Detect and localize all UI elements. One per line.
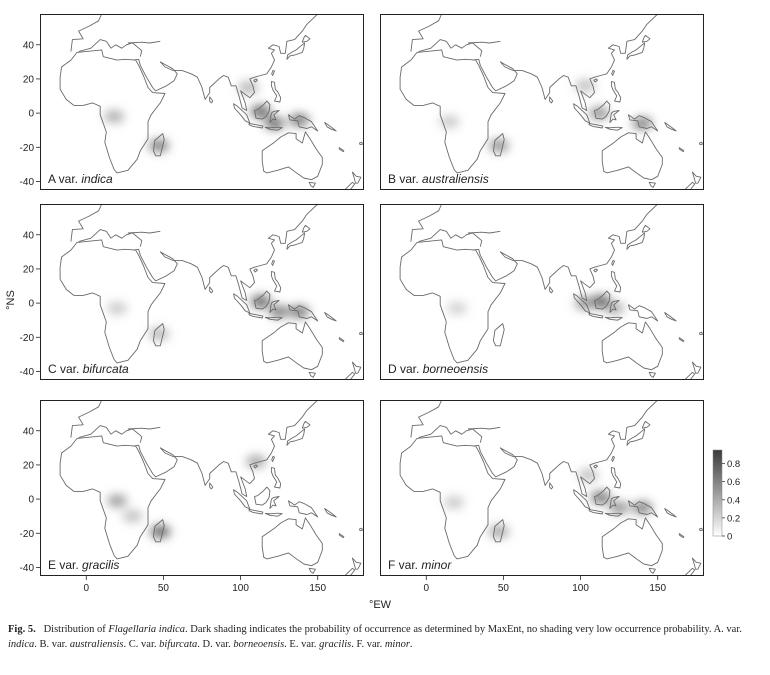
panel-label-variety: gracilis — [82, 558, 120, 572]
panel-label-prefix: D var. — [388, 362, 423, 376]
probability-hotspot — [447, 302, 467, 314]
map-panel-f — [380, 400, 704, 579]
colorbar-tick-label: 0.4 — [727, 495, 741, 507]
y-tick-label: -20 — [19, 332, 34, 344]
probability-hotspot — [107, 302, 127, 314]
probability-hotspot — [149, 140, 169, 152]
caption-text: . D. var. — [197, 639, 234, 650]
y-tick-label: -20 — [19, 142, 34, 154]
caption-text: . E. var. — [284, 639, 320, 650]
x-tick-label: 0 — [423, 583, 430, 594]
panel-label — [48, 172, 113, 186]
y-tick-label: -20 — [19, 528, 34, 540]
map-panel-e — [40, 400, 364, 579]
y-tick-label: 20 — [22, 264, 34, 276]
probability-hotspot — [489, 140, 509, 152]
panel-label-variety: bifurcata — [82, 362, 129, 376]
y-tick-label: 0 — [28, 108, 34, 120]
probability-hotspot — [149, 328, 169, 340]
colorbar-ramp — [713, 450, 722, 536]
map-panel-d — [380, 204, 704, 383]
y-tick-label: -40 — [19, 176, 34, 188]
panel-label — [388, 172, 489, 186]
panel-label-variety: indica — [81, 172, 113, 186]
colorbar-tick-label: 0 — [727, 531, 733, 543]
caption-text: Distribution of — [43, 624, 109, 635]
y-tick-label: 0 — [28, 298, 34, 310]
caption-species: Flagellaria indica — [108, 624, 186, 635]
panel-label-prefix: B var. — [388, 172, 423, 186]
panel-label-variety: minor — [421, 558, 452, 572]
y-tick-label: 20 — [22, 74, 34, 86]
x-tick-label: 150 — [309, 583, 327, 594]
panel-label — [48, 362, 129, 376]
x-tick-label: 0 — [83, 583, 90, 594]
panel-label-variety: australiensis — [422, 172, 489, 186]
panel-background — [40, 14, 364, 190]
colorbar-tick-label: 0.6 — [727, 477, 741, 489]
colorbar-tick-label: 0.2 — [727, 513, 741, 525]
caption-var-a: indica — [8, 639, 35, 650]
panel-label-prefix: C var. — [48, 362, 83, 376]
probability-hotspot — [609, 502, 629, 514]
y-tick-label: 20 — [22, 460, 34, 472]
caption-text: . Dark shading indicates the probability of occurrence as determined by MaxEnt, no shading very low occurrence probability. A. var. — [185, 624, 742, 635]
probability-hotspot — [269, 306, 289, 318]
caption-text: . — [409, 639, 413, 650]
panel-background — [380, 204, 704, 380]
y-tick-label: 40 — [22, 40, 34, 52]
caption-var-e: gracilis — [319, 639, 352, 650]
panel-background — [380, 14, 704, 190]
x-tick-label: 50 — [157, 583, 169, 594]
y-tick-label: -40 — [19, 366, 34, 378]
x-axis-label: °EW — [368, 599, 392, 611]
panel-label — [48, 558, 119, 572]
panel-label-prefix: E var. — [48, 558, 83, 572]
probability-hotspot — [444, 497, 464, 509]
x-tick-label: 100 — [232, 583, 249, 594]
x-tick-label: 150 — [649, 583, 667, 594]
y-tick-label: 40 — [22, 230, 34, 242]
caption-var-c: bifurcata — [159, 639, 198, 650]
figure-caption — [8, 622, 760, 652]
probability-hotspot — [489, 526, 509, 538]
map-panel-a — [40, 14, 364, 193]
x-tick-label: 50 — [497, 583, 509, 594]
colorbar-tick-label: 0.8 — [727, 459, 741, 471]
y-tick-label: -40 — [19, 562, 34, 574]
panel-background — [40, 204, 364, 380]
panel-background — [380, 400, 704, 576]
caption-var-f: minor — [384, 639, 410, 650]
caption-text: . C. var. — [123, 639, 160, 650]
colorbar — [713, 450, 740, 543]
y-tick-label: 0 — [28, 494, 34, 506]
panel-label-prefix: A var. — [48, 172, 82, 186]
probability-hotspot — [107, 495, 127, 507]
map-panel-c — [40, 204, 364, 383]
panel-label-variety: borneoensis — [422, 362, 489, 376]
probability-hotspot — [575, 80, 595, 92]
caption-fig-label: Fig. 5. — [8, 624, 36, 635]
probability-hotspot — [123, 510, 143, 522]
panel-background — [40, 400, 364, 576]
caption-text: . B. var. — [34, 639, 70, 650]
y-tick-label: 40 — [22, 426, 34, 438]
probability-hotspot — [246, 456, 266, 468]
probability-hotspot — [632, 502, 652, 514]
caption-var-b: australiensis — [69, 639, 124, 650]
map-panel-b — [380, 14, 704, 193]
panel-label-prefix: F var. — [388, 558, 422, 572]
panel-label — [388, 558, 452, 572]
y-axis-label: °NS — [5, 290, 17, 310]
caption-text: . F. var. — [351, 639, 385, 650]
caption-var-d: borneoensis — [233, 639, 285, 650]
probability-hotspot — [104, 111, 124, 123]
panel-label — [388, 362, 488, 376]
x-tick-label: 100 — [572, 583, 589, 594]
